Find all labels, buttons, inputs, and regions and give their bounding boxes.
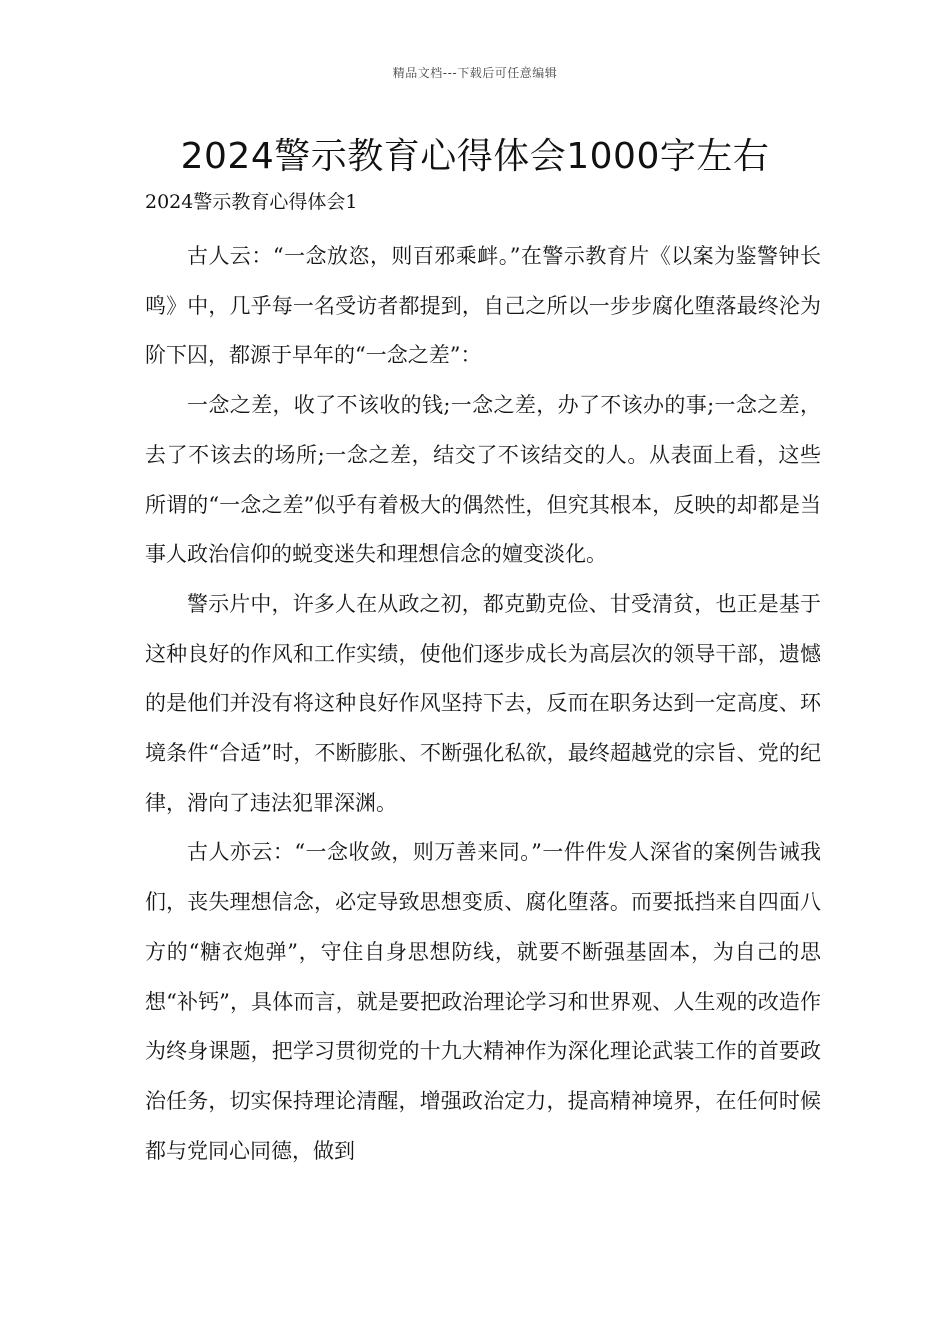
paragraph: 古人云：“一念放恣，则百邪乘衅。”在警示教育片《以案为鉴警钟长鸣》中，几乎每一名受访者都提到，自己之所以一步步腐化堕落最终沦为阶下囚，都源于早年的“一念之差”： [145,244,821,368]
document-title: 2024警示教育心得体会1000字左右 [180,136,770,177]
paragraph: 警示片中，许多人在从政之初，都克勤克俭、甘受清贫，也正是基于这种良好的作风和工作实绩，使他们逐步成长为高层次的领导干部，遗憾的是他们并没有将这种良好作风坚持下去，反而在职务达到一定高度、环境条件“合适”时，不断膨胀、不断强化私欲，最终超越党的宗旨、党的纪律，滑向了违法犯罪深渊。 [145,591,821,815]
section-subheading: 2024警示教育心得体会1 [145,191,358,213]
paragraph: 古人亦云：“一念收敛，则万善来同。”一件件发人深省的案例告诫我们，丧失理想信念，必定导致思想变质、腐化堕落。而要抵挡来自四面八方的“糖衣炮弹”，守住自身思想防线，就要不断强基固本，为自己的思想“补钙”，具体而言，就是要把政治理论学习和世界观、人生观的改造作为终身课题，把学习贯彻党的十九大精神作为深化理论武装工作的首要政治任务，切实保持理论清醒，增强政治定力，提高精神境界，在任何时候都与党同心同德，做到 [145,840,821,1163]
paragraph: 一念之差，收了不该收的钱;一念之差，办了不该办的事;一念之差，去了不该去的场所;一念之差，结交了不该结交的人。从表面上看，这些所谓的“一念之差”似乎有着极大的偶然性，但究其根本，反映的却都是当事人政治信仰的蜕变迷失和理想信念的嬗变淡化。 [145,393,821,567]
document-body [145,232,821,1176]
header-note: 精品文档---下载后可任意编辑 [392,66,558,80]
